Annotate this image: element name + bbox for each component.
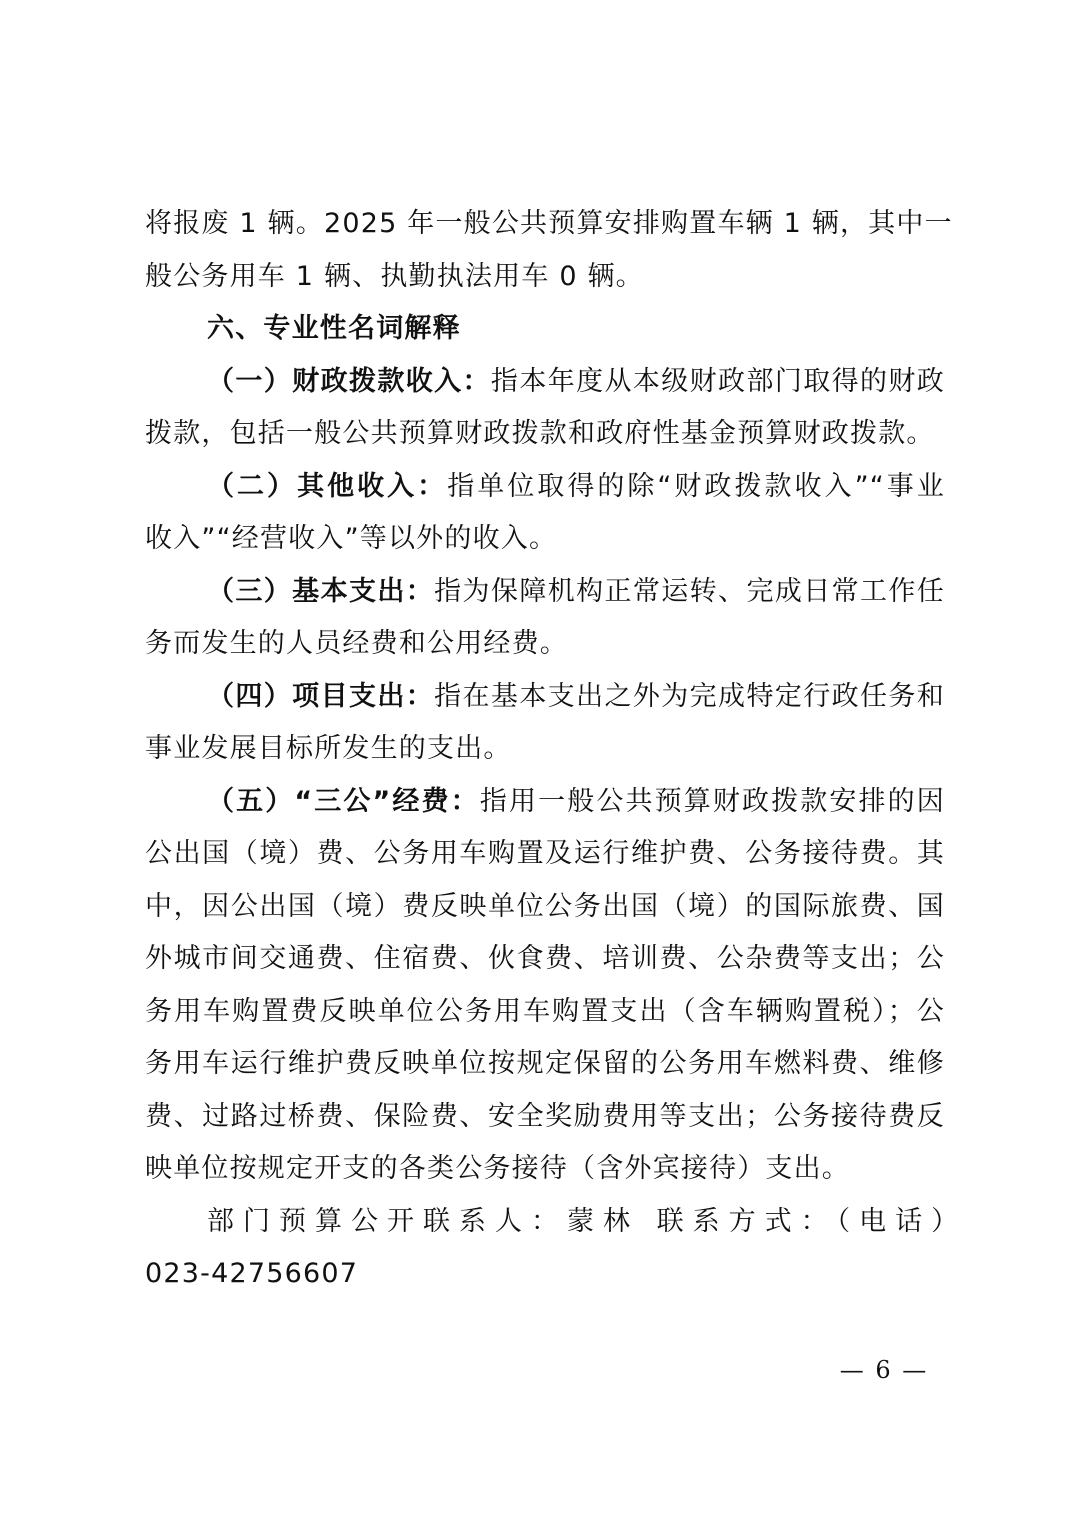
definition-first-line <box>145 671 945 724</box>
definition-term: （五）“三公”经费： <box>207 785 480 817</box>
definition-text: 指为保障机构正常运转、完成日常工作任 <box>434 575 945 607</box>
page-number: — 6 — <box>839 1356 929 1384</box>
section-heading: 六、专业性名词解释 <box>207 313 461 344</box>
definition-line: 中，因公出国（境）费反映单位公务出国（境）的国际旅费、国 <box>145 890 945 922</box>
definition-line: 拨款，包括一般公共预算财政拨款和政府性基金预算财政拨款。 <box>145 418 935 449</box>
definition-first-line <box>145 461 945 514</box>
definition-line: 映单位按规定开支的各类公务接待（含外宾接待）支出。 <box>145 1153 850 1184</box>
definition-first-line <box>145 566 945 619</box>
body-text <box>145 198 968 1301</box>
definition-text: 指单位取得的除“财政拨款收入”“事业 <box>447 470 945 502</box>
definition-text: 指本年度从本级财政部门取得的财政 <box>490 365 945 397</box>
definition-line: 务用车购置费反映单位公务用车购置支出（含车辆购置税）；公 <box>145 995 945 1027</box>
paragraph-line: 般公务用车 1 辆、执勤执法用车 0 辆。 <box>145 260 644 292</box>
definition-line: 外城市间交通费、住宿费、伙食费、培训费、公杂费等支出；公 <box>145 943 945 974</box>
definition-line: 事业发展目标所发生的支出。 <box>145 733 512 764</box>
definition-line: 费、过路过桥费、保险费、安全奖励费用等支出；公务接待费反 <box>145 1100 945 1132</box>
definition-term: （一）财政拨款收入： <box>207 365 491 397</box>
definition-term: （三）基本支出： <box>207 575 435 607</box>
contact-line: 部门预算公开联系人：蒙林 联系方式：（电话） <box>207 1205 968 1237</box>
definition-text: 指用一般公共预算财政拨款安排的因 <box>479 785 945 817</box>
definition-line: 收入”“经营收入”等以外的收入。 <box>145 523 558 554</box>
contact-phone: 023-42756607 <box>145 1258 359 1289</box>
definition-text: 指在基本支出之外为完成特定行政任务和 <box>434 680 945 712</box>
definition-line: 务而发生的人员经费和公用经费。 <box>145 628 568 659</box>
definition-first-line <box>145 356 945 409</box>
definition-first-line <box>145 776 945 829</box>
definition-line: 务用车运行维护费反映单位按规定保留的公务用车燃料费、维修 <box>145 1048 945 1079</box>
definition-line: 公出国（境）费、公务用车购置及运行维护费、公务接待费。其 <box>145 838 945 869</box>
definition-term: （四）项目支出： <box>207 680 435 712</box>
definition-term: （二）其他收入： <box>207 470 448 502</box>
paragraph-line: 将报废 1 辆。2025 年一般公共预算安排购置车辆 1 辆，其中一 <box>145 208 953 239</box>
